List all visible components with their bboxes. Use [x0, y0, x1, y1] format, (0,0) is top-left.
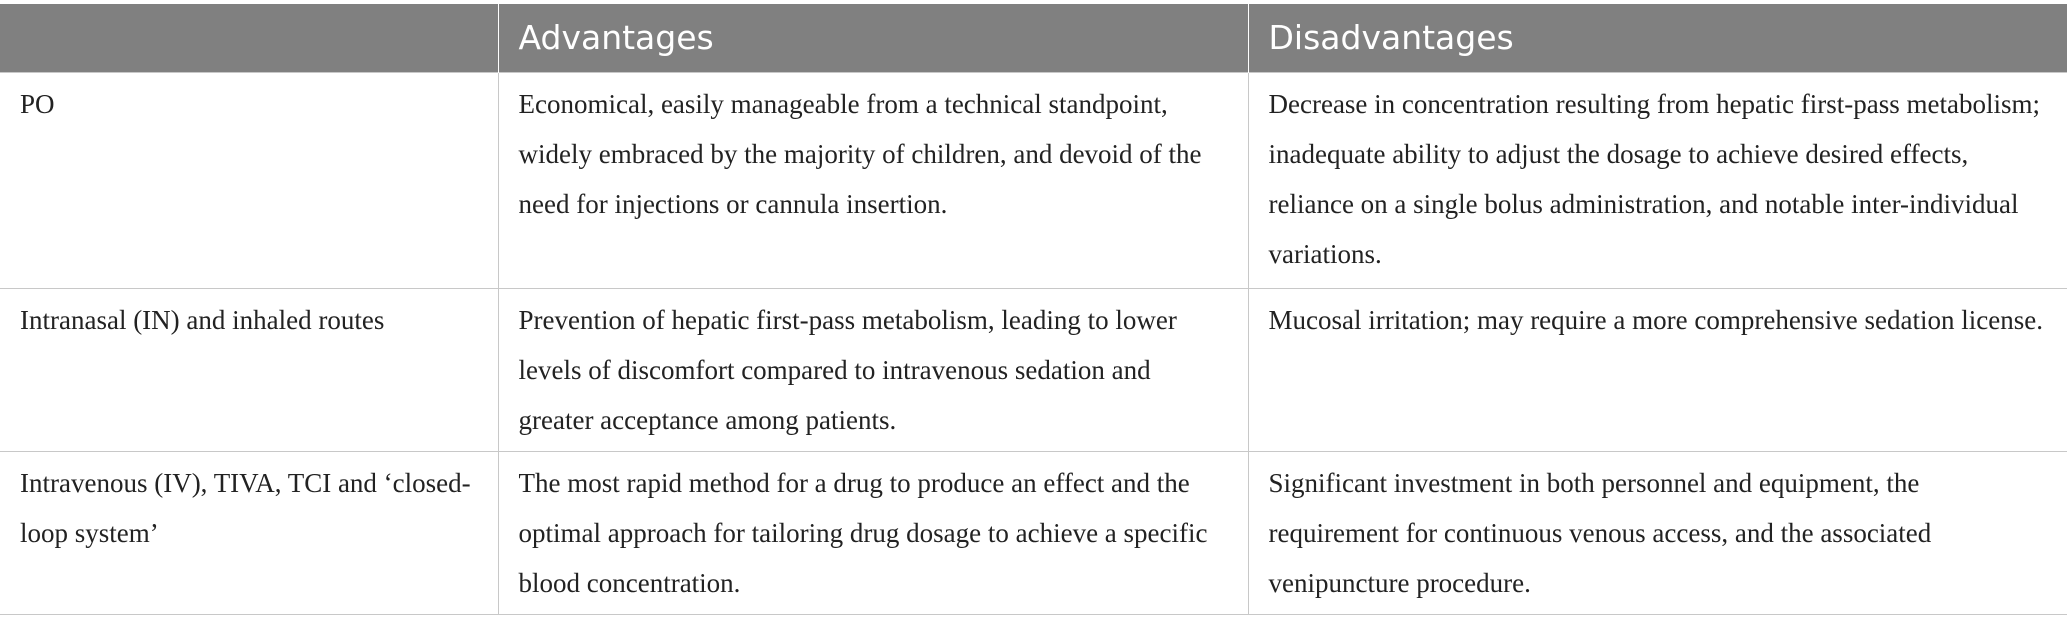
table-header [0, 4, 2067, 72]
disadvantages-cell: Decrease in concentration resulting from hepatic first-pass metabolism; inadequate ability to adjust the dosage to achieve desired effects, reliance on a single bolus administration, and notable inter-individual variations. [1248, 72, 2067, 288]
comparison-table [0, 4, 2067, 615]
table-row [0, 72, 2067, 288]
table-row [0, 451, 2067, 614]
table-body [0, 72, 2067, 614]
disadvantages-cell: Mucosal irritation; may require a more comprehensive sedation license. [1248, 288, 2067, 451]
route-cell: PO [0, 72, 498, 288]
header-route [0, 4, 498, 72]
route-cell: Intravenous (IV), TIVA, TCI and ‘closed-loop system’ [0, 451, 498, 614]
header-disadvantages: Disadvantages [1248, 4, 2067, 72]
header-advantages: Advantages [498, 4, 1248, 72]
advantages-cell: The most rapid method for a drug to produce an effect and the optimal approach for tailoring drug dosage to achieve a specific blood concentration. [498, 451, 1248, 614]
table-row [0, 288, 2067, 451]
header-row [0, 4, 2067, 72]
advantages-cell: Economical, easily manageable from a technical standpoint, widely embraced by the majority of children, and devoid of the need for injections or cannula insertion. [498, 72, 1248, 288]
advantages-cell: Prevention of hepatic first-pass metabolism, leading to lower levels of discomfort compared to intravenous sedation and greater acceptance among patients. [498, 288, 1248, 451]
route-cell: Intranasal (IN) and inhaled routes [0, 288, 498, 451]
disadvantages-cell: Significant investment in both personnel and equipment, the requirement for continuous venous access, and the associated venipuncture procedure. [1248, 451, 2067, 614]
